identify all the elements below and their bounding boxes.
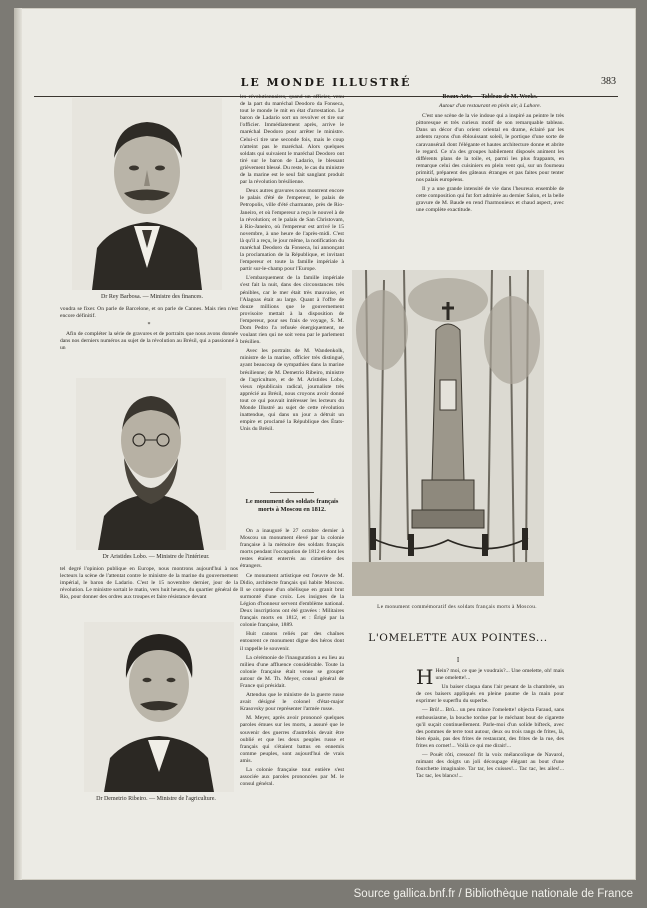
story-title: L'OMELETTE AUX POINTES... [368, 632, 548, 644]
story-opening: Hein? moi, ce que je voudrais?... Une omelette, oh! mais une omelette!... [435, 668, 564, 682]
paragraph: Il y a une grande intensité de vie dans l'heureux ensemble de cette composition qui fut fort admirée au dernier Salon, et la belle gravure de M. Baude en rend l'harmonieux et chaud aspect, avec une complète exactitude. [416, 186, 564, 214]
portrait-engraving [76, 378, 226, 550]
paragraph: La colonie française tout entière s'est associée aux paroles prononcées par M. le consul général. [240, 767, 344, 788]
paragraph: voudra se fixer. On parle de Barcelone, et on parle de Cannes. Mais rien n'est encore définitif. [60, 306, 238, 320]
paragraph: La cérémonie de l'inauguration a eu lieu au milieu d'une affluence considérable. Toute la colonie française était venue se grouper autour de M. Th. Meyer, consul général de France qui présidait. [240, 654, 344, 689]
left-column-middle [60, 566, 238, 603]
section-rule [270, 492, 314, 493]
paragraph: Un baiser claqua dans l'air pesant de la chambrée, un de ces baisers appliqués en pleine paume de la main pour exprimer le superflu du superbe. [416, 684, 564, 705]
paragraph: tel degré l'opinion publique en Europe, nous montrons aujourd'hui à nos lecteurs la scène de l'attentat contre le ministre de la marine du gouvernement impérial, le baron de Ladario. C'est le 15 novembre dernier, jour de la révolution. Le ministre sortait le matin, vers huit heures, du quartier général de Rio, pour donner des ordres aux troupes et faire résistance devant [60, 566, 238, 601]
beaux-arts-subheading: Autour d'un restaurant en plein air, à Lahore. [439, 103, 541, 110]
monument-illustration [352, 270, 544, 596]
newspaper-page [14, 8, 636, 880]
middle-column-upper [240, 94, 344, 435]
paragraph: Ce monument artistique est l'œuvre de M. Didio, architecte français qui habite Moscou. Il se compose d'un obélisque en granit brut surmonté d'une croix. Les insignes de la Légion d'honneur servent d'emblème national. Deux inscriptions ont été gravées : Militaires français morts en 1812, et : Érigé par la colonie française, 1889. [240, 572, 344, 629]
portrait-aristides-lobo [76, 378, 226, 550]
page-number: 383 [601, 76, 616, 87]
story-text [416, 665, 564, 782]
page-binding [14, 8, 22, 880]
caption-portrait-3: Dr Demetrio Ribeiro. — Ministre de l'agriculture. [96, 796, 216, 802]
beaux-arts-heading: Beaux Arts. — Tableau de M. Weeks. [442, 94, 538, 100]
middle-column-lower [240, 528, 344, 790]
masthead: LE MONDE ILLUSTRÉ [240, 76, 412, 89]
paragraph: L'embarquement de la famille impériale s'est fait la nuit, dans des circonstances très pénibles, car le mer était très mauvaise, et l'Alagoas était au large. Quant à l'offre de douze millions que le gouvernement provisoire mettait à la disposition de l'empereur, pour ses frais de voyage, S. M. Dom Pedro l'a refusée énergiquement, ne voulant rien qui ne soit venu par le parlement brésilien. [240, 275, 344, 346]
chapter-numeral: I [456, 656, 460, 664]
portrait-rey-barbosa [72, 98, 222, 290]
illustration-caption: Le monument commémoratif des soldats français morts à Moscou. [377, 604, 537, 610]
section-heading-moscow: Le monument des soldats français morts à Moscou en 1812. [245, 498, 339, 513]
paragraph: Afin de compléter la série de gravures et de portraits que nous avons donnée dans nos derniers numéros au sujet de la révolution au Brésil, qui a passionné à un [60, 331, 238, 352]
right-column-upper [416, 94, 564, 217]
paragraph: Huit canons reliés par des chaînes entourent ce monument digne des héros dont il rappelle le souvenir. [240, 631, 344, 652]
paragraph: C'est une scène de la vie indoue qui a inspiré au peintre le très pittoresque et très curieux motif de son remarquable tableau. Dans un décor d'un orient oriental en drame, éclairé par les ardents rayons d'un éblouissant soleil, le portique d'une sorte de caravansérail dont l'élégante et hautes architecture donne et abrite le regard. Ce n'a des groupes habilement disposés animent les différents plans de la toile, et, parmi les plus frappants, en remarque celui des cuisiniers en plein vent qui, sur un fourneau primitif, préparent des gâteaux étranges et pas faites pour tenter nos palais européens. [416, 113, 564, 184]
moscow-monument-engraving [352, 270, 544, 596]
paragraph: Avec les portraits de M. Wandenkolk, ministre de la marine, officier très distingué, ayant beaucoup de sympathies dans la marine brésilienne; de M. Demetrio Ribeiro, ministre de l'agriculture, et de M. Aristides Lobo, vieux républicain radical, journaliste très apprécié au Brésil, nous croyons avoir donné tout ce qui pouvait intéresser les lecteurs du Monde Illustré au sujet de cette révolution inattendue, qui dans un jour a détruit un empire et proclamé la République des États-Unis du Brésil. [240, 348, 344, 433]
portrait-engraving [84, 622, 234, 792]
left-column-upper [60, 306, 238, 354]
portrait-engraving [72, 98, 222, 290]
paragraph: — Brû!... Brû... un peu mince l'omelette! objecta Faraud, sans enthousiasme, la bouche tordue par le méchant bout de cigarette qu'il suçait continuellement. Parle-moi d'un solide bifteck, avec des pommes de terre tout autour, deux ou trois rangs de frites, là, bien épais, pas des frites de restaurant, des frites de la rue, des frites en cornet!... Voilà ce qui me dirait!... [416, 707, 564, 749]
separator-asterisk: * [147, 322, 151, 329]
paragraph: les révolutionnaires, quand un officier, venu de la part du maréchal Deodoro da Fonseca, tout le monde le mit en état d'arrestation. Le baron de Ladario sort un revolver et tire sur l'officier. Immédiatement après, arrive le maréchal Deodoro pour arrêter le ministre. Celui-ci tire une seconde fois, mais le coup n'atteint pas le maréchal. Alors quelques soldats qui suivaient le maréchal Deodoro ont tiré sur le baron de Ladario, le blessant grièvement blessé. Du reste, le cas du ministre de la marine est le seul fait sanglant produit par la révolution brésilienne. [240, 94, 344, 186]
drop-cap: H [416, 665, 434, 689]
paragraph: Attendus que le ministre de la guerre russe avait désigné le colonel d'état-major Krasovsky pour représenter l'armée russe. [240, 692, 344, 713]
paragraph: M. Meyer, après avoir prononcé quelques paroles émues sur les morts, a assuré que le souvenir des guerres d'autrefois devait être oublié et que les deux peuples russe et français qui s'étaient battus en ennemis comme peuples, sont aujourd'hui de vrais amis. [240, 715, 344, 764]
paragraph: — Pouët rôti, cresson! fit la voix mélancolique de Navarol, mimant des doigts un joli découpage élégant au bout d'une fourchette imaginaire. Tar tar, les cuisses!... Tac tac, les ailes!... Tac tac, les blancs!... [416, 752, 564, 780]
caption-portrait-2: Dr Aristides Lobo. — Ministre de l'intérieur. [102, 554, 210, 560]
paragraph: Deux autres gravures nous montrent encore le palais d'été de l'empereur, le palais de Petropolis, ville d'été charmante, près de Rio-Janeiro, et où l'empereur a reçu le nouvel à de la révolution; et le palais de San Christovam, à Rio-Janeiro, où l'empereur est arrivé le 15 novembre, à une heure de l'après-midi. C'est là qu'il a reçu, le jour même, la notification du maréchal Deodoro da Fonseca, lui annonçant la proclamation de la République, et invitant l'empereur et toute la famille impériale à partir sur-le-champ pour l'Europe. [240, 188, 344, 273]
paragraph: On a inauguré le 27 octobre dernier à Moscou un monument élevé par la colonie française à la mémoire des soldats français morts pendant l'occupation de 1812 et dont les restes étaient enterrés au cimetière des étrangers. [240, 528, 345, 570]
caption-portrait-1: Dr Rey Barbosa. — Ministre des finances. [101, 294, 203, 300]
source-attribution: Source gallica.bnf.fr / Bibliothèque nationale de France [353, 888, 633, 900]
portrait-demetrio-ribeiro [84, 622, 234, 792]
paragraph [416, 665, 564, 689]
